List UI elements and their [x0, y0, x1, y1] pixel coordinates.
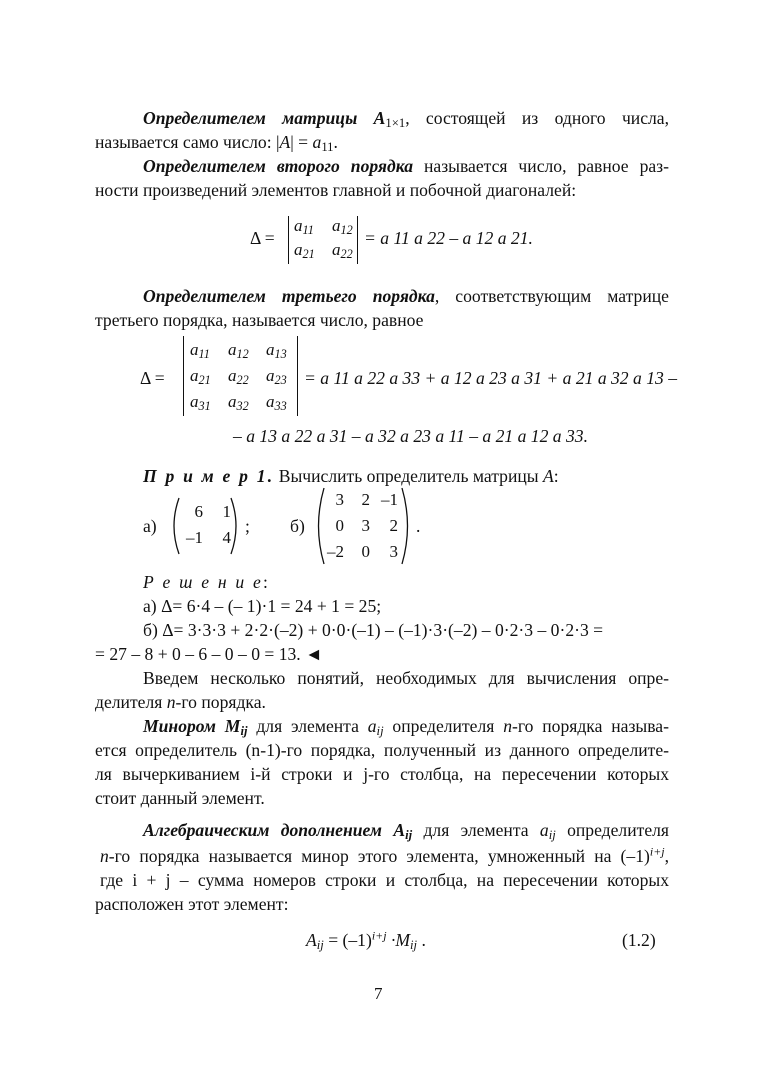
p6-line2: n-го порядка называется минор этого элемента, умноженный на $(-1)^{i+j}$, — [100, 844, 669, 866]
p6-line3: где i + j – сумма номеров строки и столбца, на пересечении которых — [100, 870, 669, 890]
det2-left-bar — [288, 216, 289, 264]
example-matrix-a: а) 6 1 –1 4 ; — [143, 492, 293, 558]
p2-line2: ности произведений элементов главной и побочной диагоналей: — [95, 180, 577, 200]
solution-label: Р е ш е н и е: — [143, 572, 268, 592]
p5-line4: стоит данный элемент. — [95, 788, 265, 808]
p3-line1: Определителем третьего порядка, соответствующим матрице — [143, 286, 669, 306]
p3-term: Определителем третьего порядка — [143, 286, 435, 306]
page-number: 7 — [374, 984, 383, 1003]
det3-right-bar — [297, 336, 298, 416]
det3-formula: Δ = $a_{11}$ $a_{12}$ $a_{13}$ $a_{21}$ $a_{22}$ $a_{23}$ $a_{31}$ $a_{32}$ $a_{33}$ = a 11 a 22 a 33 + a 12 a 23 a 31 + a 21 a 32 a 13 – — [140, 336, 660, 420]
p5-line1: Минором $M_{ij}$ для элемента $a_{ij}$ определителя n-го порядка называ- — [143, 716, 669, 739]
formula-number: (1.2) — [622, 930, 656, 950]
p2-term: Определителем второго порядка — [143, 156, 413, 176]
matrix-b-right-paren — [400, 486, 414, 566]
p6-term: Алгебраическим дополнением A — [143, 820, 406, 840]
example-title: П р и м е р 1. Вычислить определитель матрицы A: — [143, 466, 559, 486]
p6-line4: расположен этот элемент: — [95, 894, 289, 914]
det3-rhs2: – a 13 a 22 a 31 – a 32 a 23 a 11 – a 21 a 12 a 33. — [233, 426, 588, 446]
det2-formula: Δ = $a_{11}$ $a_{12}$ $a_{21}$ $a_{22}$ = a 11 a 22 – a 12 a 21. — [250, 212, 550, 266]
formula-1-2: $A_{ij} = (-1)^{i+j} \cdot M_{ij}$ . — [306, 928, 426, 953]
det3-left-bar — [183, 336, 184, 416]
p1-line1: Определителем матрицы $A_{1\times 1}$, состоящей из одного числа, — [143, 108, 669, 131]
matrix-a-right-paren — [229, 496, 243, 556]
p2-line1: Определителем второго порядка называется число, равное раз- — [143, 156, 669, 176]
p5-line3: ля вычеркиванием i-й строки и j-го столбца, на пересечении которых — [95, 764, 669, 784]
p1-line2: называется само число: $|A| = a_{11}$. — [95, 132, 338, 155]
det2-rhs: = a 11 a 22 – a 12 a 21. — [364, 228, 533, 248]
det2-right-bar — [357, 216, 358, 264]
p3-line2: третьего порядка, называется число, равное — [95, 310, 424, 330]
p4-line1: Введем несколько понятий, необходимых для вычисления опре- — [143, 668, 669, 688]
solution-line-c: = 27 – 8 + 0 – 6 – 0 – 0 = 13. ◄ — [95, 644, 323, 664]
p6-line1: Алгебраическим дополнением $A_{ij}$ для элемента $a_{ij}$ определителя — [143, 820, 669, 843]
p1-term: Определителем матрицы — [143, 108, 358, 128]
det3-rhs1: = a 11 a 22 a 33 + a 12 a 23 a 31 + a 21 a 32 a 13 – — [304, 368, 677, 388]
p5-line2: ется определитель (n-1)-го порядка, полученный из данного определите- — [95, 740, 669, 760]
example-matrix-b: б) 3 2 –1 0 3 2 –2 0 3 . — [290, 486, 450, 566]
p4-line2: делителя n-го порядка. — [95, 692, 266, 712]
solution-line-a: а) Δ= 6·4 – (– 1)·1 = 24 + 1 = 25; — [143, 596, 382, 616]
solution-line-b: б) Δ= 3·3·3 + 2·2·(–2) + 0·0·(–1) – (–1)·3·(–2) – 0·2·3 – 0·2·3 = — [143, 620, 604, 640]
p5-term: Минором M — [143, 716, 241, 736]
